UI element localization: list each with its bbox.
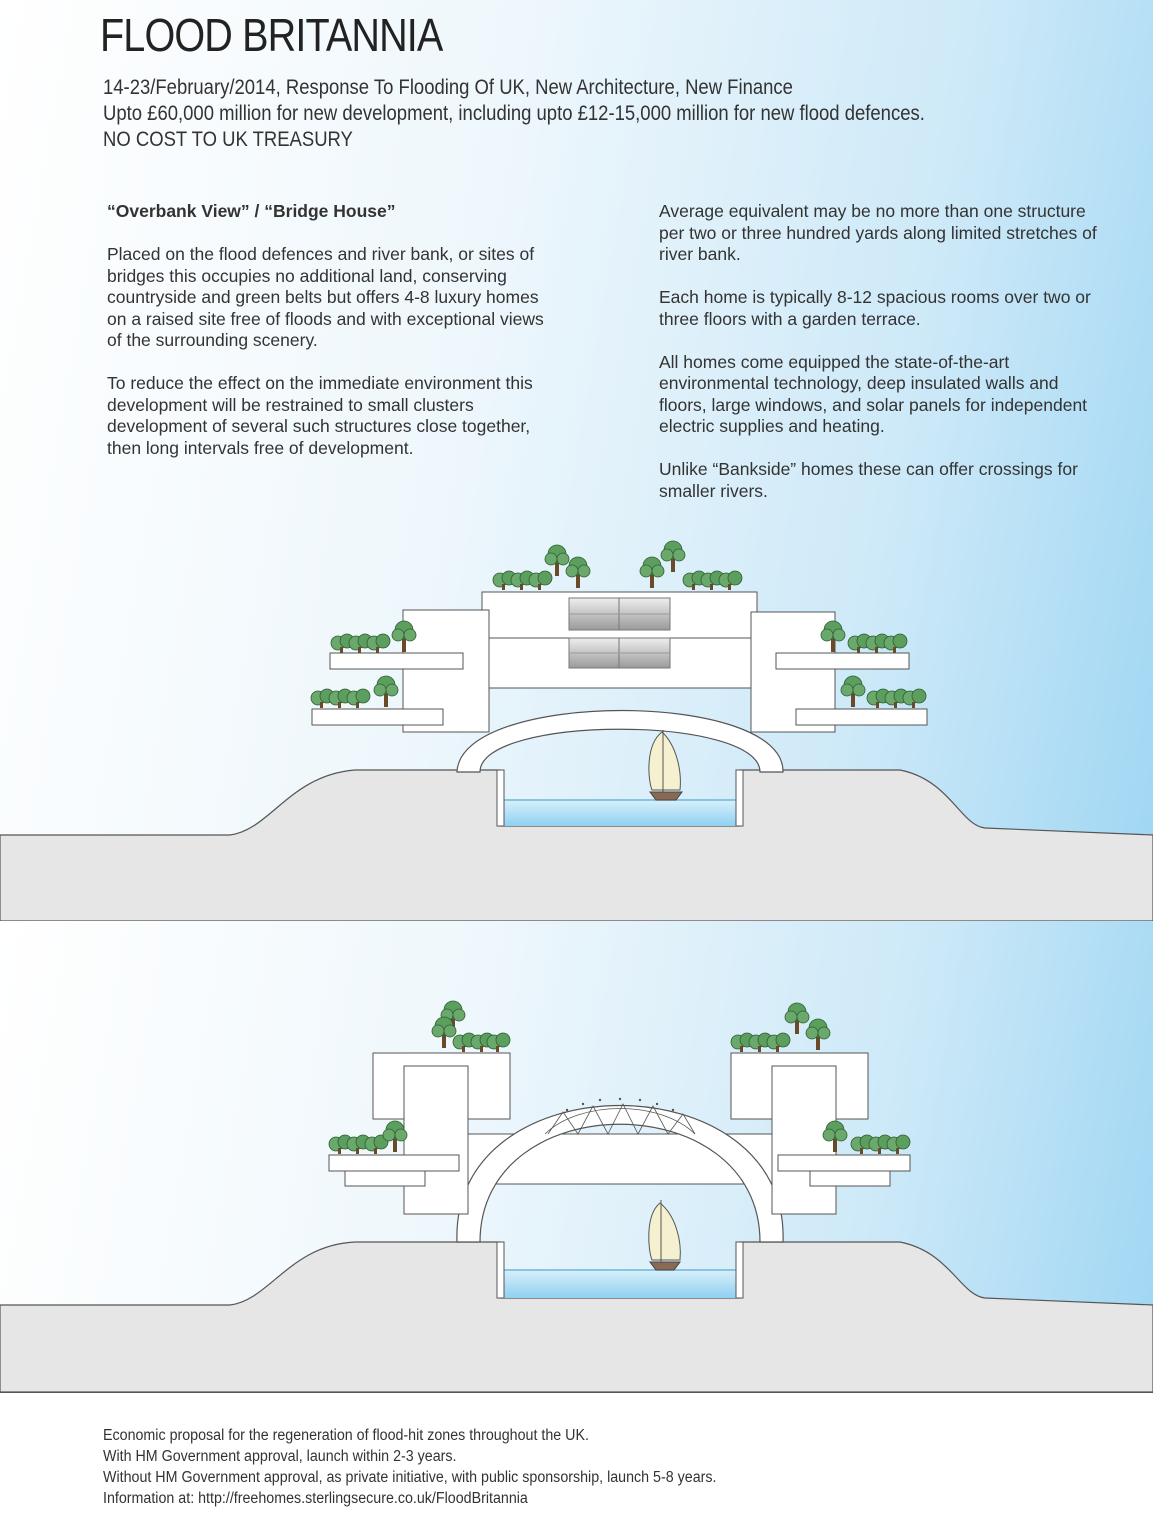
footer-line-3: Without HM Government approval, as private initiative, with public sponsorship, launch 5-8 years.: [103, 1469, 717, 1486]
left-paragraph-1: Placed on the flood defences and river bank, or sites of bridges this occupies no additional land, conserving countryside and green belts but offers 4-8 luxury homes on a raised site free of floods and with exceptional views of the surrounding scenery.: [107, 244, 544, 350]
sailboat-icon-lower: [649, 1200, 681, 1270]
left-paragraph-2: To reduce the effect on the immediate environment this development will be restrained to small clusters development of several such structures close together, then long intervals free of development.: [107, 373, 533, 458]
footer-line-2: With HM Government approval, launch within 2-3 years.: [103, 1448, 457, 1465]
bridge-house-variant-illustration: [0, 992, 1153, 1392]
subtitle-line-3: NO COST TO UK TREASURY: [103, 128, 353, 151]
sailboat-icon: [649, 730, 682, 800]
page-title: FLOOD BRITANNIA: [100, 9, 443, 61]
right-paragraph-2: Each home is typically 8-12 spacious rooms over two or three floors with a garden terrace.: [659, 287, 1091, 329]
footer-line-4: Information at: http://freehomes.sterlingsecure.co.uk/FloodBritannia: [103, 1490, 528, 1507]
ground-bank-lower: [0, 1242, 1153, 1392]
right-text-column: [659, 201, 1104, 524]
footer-line-1: Economic proposal for the regeneration of flood-hit zones throughout the UK.: [103, 1427, 589, 1444]
bridge-house-illustration: [0, 530, 1153, 921]
footer: [103, 1425, 716, 1509]
left-text-column: [107, 201, 557, 481]
right-paragraph-3: All homes come equipped the state-of-the-art environmental technology, deep insulated walls and floors, large windows, and solar panels for independent electric supplies and heating.: [659, 351, 1088, 436]
subtitle-line-2: Upto £60,000 million for new development, including upto £12-15,000 million for new flood defences.: [103, 102, 925, 125]
right-paragraph-4: Unlike “Bankside” homes these can offer crossings for smaller rivers.: [659, 459, 1078, 501]
section-heading: “Overbank View” / “Bridge House”: [107, 201, 396, 221]
subtitle-line-1: 14-23/February/2014, Response To Flooding Of UK, New Architecture, New Finance: [103, 76, 793, 99]
bridge-arch: [457, 711, 783, 773]
river-water: [504, 800, 736, 826]
river-water-lower: [504, 1270, 736, 1298]
right-paragraph-1: Average equivalent may be no more than one structure per two or three hundred yards along limited stretches of river bank.: [659, 201, 1097, 264]
ground-bank: [0, 770, 1153, 921]
